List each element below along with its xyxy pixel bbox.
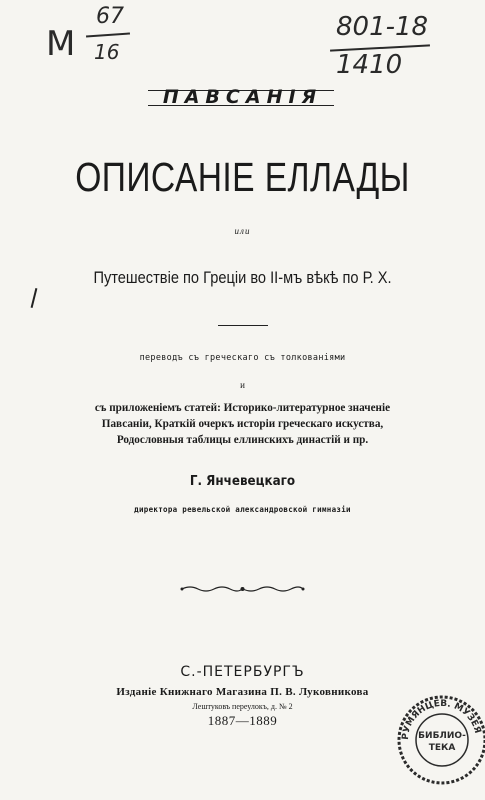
appendix-block	[0, 400, 485, 448]
appendix-line: съ приложеніемъ статей: Историко-литературное значеніе	[94, 402, 391, 414]
shelf-letter: М	[46, 24, 76, 64]
stamp-ring-text: РУМЯНЦЕВ. МУЗЕЯ	[400, 698, 483, 741]
book-subtitle: Путешествіе по Греціи во II-мъ вѣкѣ по Р. Х.	[93, 268, 392, 287]
or-connector: или	[234, 226, 251, 236]
appendix-line: Павсаніи, Краткій очеркъ исторіи греческаго искуства,	[101, 418, 384, 430]
ornament-divider	[180, 584, 305, 594]
margin-pen-mark	[31, 288, 38, 308]
publication-city: С.-ПЕТЕРБУРГЪ	[180, 664, 305, 680]
translation-note: переводъ съ греческаго съ толкованіями	[139, 353, 346, 363]
stamp-center-line2: ТЕКА	[428, 743, 456, 753]
shelf-number-top: 67	[96, 4, 124, 29]
author-name: ПАВСАНІЯ	[162, 86, 323, 108]
shelf-number-bottom: 16	[94, 40, 120, 64]
publisher-address: Лештуковъ переулокъ, д. № 2	[192, 702, 293, 711]
book-title: ОПИСАНІЕ ЕЛЛАДЫ	[75, 154, 410, 200]
author-rule-bottom	[148, 105, 334, 106]
and-connector: и	[240, 380, 245, 390]
publication-years: 1887—1889	[207, 713, 278, 728]
catalog-number-top: 801-18	[336, 12, 429, 42]
publisher-line: Изданіе Книжнаго Магазина П. В. Луковникова	[116, 686, 369, 698]
title-divider	[218, 325, 268, 326]
translator-position: директора ревельской александровской гимназіи	[134, 505, 351, 514]
translator-name: Г. Янчевецкаго	[189, 474, 296, 489]
stamp-center-line1: БИБЛИО-	[418, 731, 466, 741]
library-stamp	[396, 694, 485, 786]
shelf-number-divider	[86, 32, 130, 37]
catalog-number-bottom: 1410	[336, 50, 403, 80]
appendix-line: Родословныя таблицы еллинскихъ династій и пр.	[116, 434, 369, 446]
